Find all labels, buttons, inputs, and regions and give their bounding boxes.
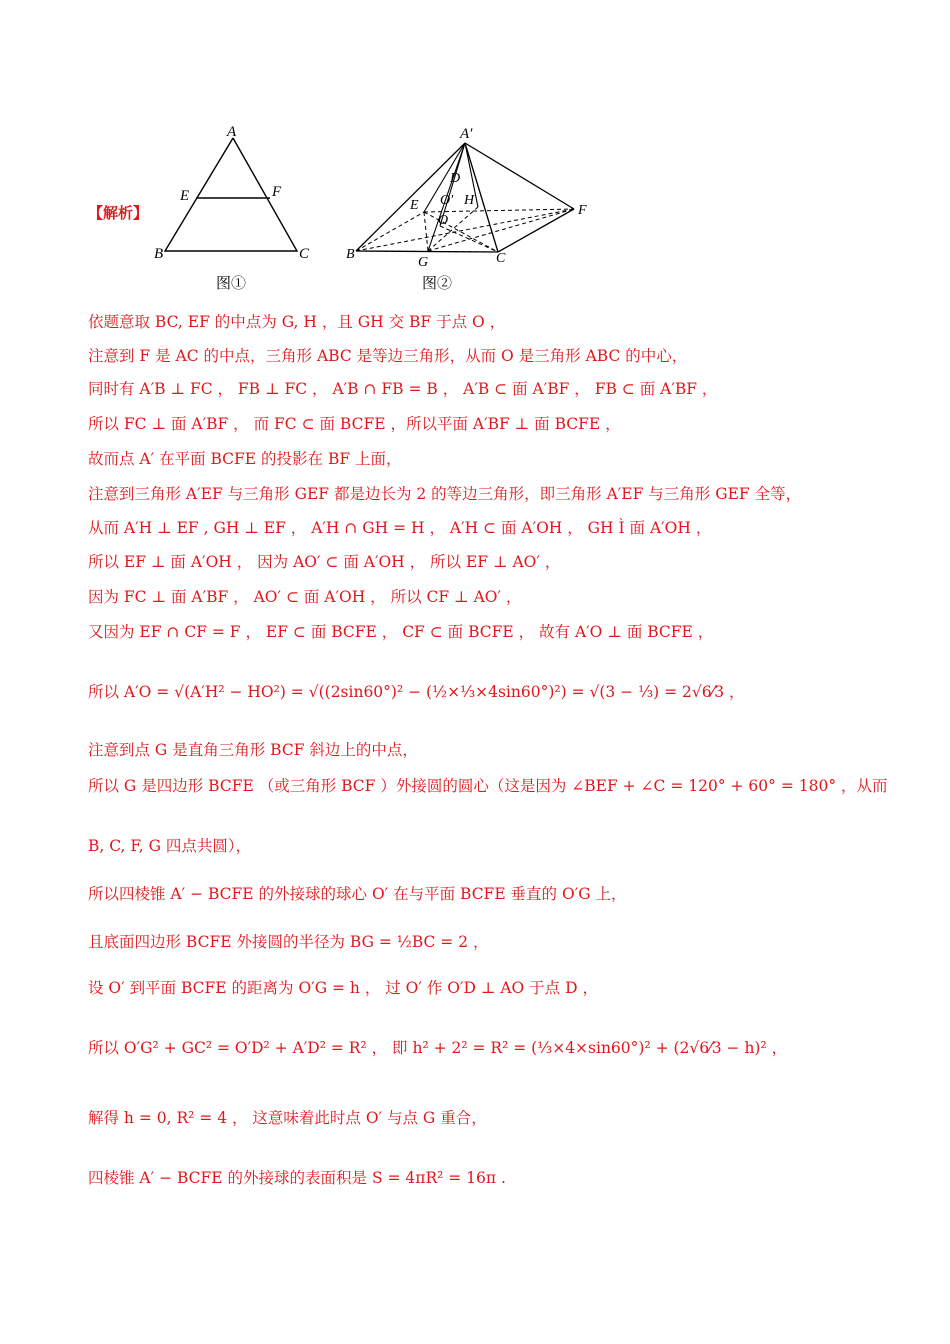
- fig2-label-C: C: [496, 251, 506, 266]
- solution-line: 又因为 EF ∩ CF = F ， EF ⊂ 面 BCFE ， CF ⊂ 面 BCFE ， 故有 A′O ⊥ 面 BCFE ，: [88, 623, 714, 641]
- solution-line: 注意到点 G 是直角三角形 BCF 斜边上的中点，: [88, 741, 418, 759]
- solution-line: 所以 FC ⊥ 面 A′BF ， 而 FC ⊂ 面 BCFE ，所以平面 A′BF ⊥ 面 BCFE ，: [88, 415, 621, 433]
- fig2-label-H: H: [464, 193, 475, 208]
- fig1-label-B: B: [154, 246, 164, 262]
- solution-line: 四棱锥 A′ − BCFE 的外接球的表面积是 S = 4πR² = 16π .: [88, 1169, 506, 1187]
- solution-line: 解得 h = 0, R² = 4 ， 这意味着此时点 O′ 与点 G 重合，: [88, 1109, 487, 1127]
- fig1-label-A: A: [227, 124, 237, 140]
- solution-line: B, C, F, G 四点共圆），: [88, 837, 252, 855]
- fig2-label-Ap: A′: [460, 126, 473, 142]
- fig2-label-G: G: [418, 255, 429, 270]
- solution-line: 注意到三角形 A′EF 与三角形 GEF 都是边长为 2 的等边三角形，即三角形 A′EF 与三角形 GEF 全等，: [88, 485, 802, 503]
- solution-line: 从而 A′H ⊥ EF , GH ⊥ EF ， A′H ∩ GH = H ， A′H ⊂ 面 A′OH ， GH Ì 面 A′OH ，: [88, 519, 712, 537]
- fig2-label-F: F: [578, 203, 587, 218]
- figure-2: [346, 126, 587, 292]
- fig1-label-E: E: [180, 188, 190, 204]
- analysis-tag: 【解析】: [88, 204, 149, 222]
- solution-line: 且底面四边形 BCFE 外接圆的半径为 BG = ½BC = 2 ，: [88, 933, 489, 951]
- fig2-label-D: D: [450, 171, 461, 186]
- fig2-label-E: E: [410, 198, 419, 213]
- solution-line: 依题意取 BC, EF 的中点为 G, H ，且 GH 交 BF 于点 O ，: [88, 313, 506, 331]
- fig1-caption: 图①: [216, 276, 247, 292]
- fig1-label-C: C: [299, 246, 310, 262]
- solution-line: 设 O′ 到平面 BCFE 的距离为 O′G = h ， 过 O′ 作 O′D ⊥ AO 于点 D ，: [88, 979, 598, 997]
- solution-line: 故而点 A′ 在平面 BCFE 的投影在 BF 上面，: [88, 450, 402, 468]
- fig2-label-Op: O′: [440, 193, 454, 208]
- figure-1: [154, 124, 310, 292]
- fig2-label-O: O: [438, 213, 449, 228]
- fig2-label-B: B: [346, 247, 355, 262]
- solution-line: 因为 FC ⊥ 面 A′BF ， AO′ ⊂ 面 A′OH ， 所以 CF ⊥ AO′ ，: [88, 588, 522, 606]
- fig1-label-F: F: [272, 184, 282, 200]
- solution-line: 所以 G 是四边形 BCFE （或三角形 BCF ）外接圆的圆心（这是因为 ∠BEF + ∠C = 120° + 60° = 180° ，从而: [88, 777, 888, 795]
- solution-line: 同时有 A′B ⊥ FC ， FB ⊥ FC ， A′B ∩ FB = B ， A′B ⊂ 面 A′BF ， FB ⊂ 面 A′BF ，: [88, 380, 718, 398]
- geometry-figures: [88, 118, 587, 298]
- solution-line: 所以 A′O = √(A′H² − HO²) = √((2sin60°)² − (½×⅓×4sin60°)²) = √(3 − ⅓) = 2√6⁄3 ，: [88, 683, 745, 701]
- solution-line: 注意到 F 是 AC 的中点，三角形 ABC 是等边三角形，从而 O 是三角形 ABC 的中心，: [88, 347, 688, 365]
- solution-line: 所以四棱锥 A′ − BCFE 的外接球的球心 O′ 在与平面 BCFE 垂直的 O′G 上，: [88, 885, 627, 903]
- solution-line: 所以 O′G² + GC² = O′D² + A′D² = R² ， 即 h² + 2² = R² = (⅓×4×sin60°)² + (2√6⁄3 − h)² ，: [88, 1039, 788, 1057]
- fig2-caption: 图②: [422, 276, 453, 292]
- solution-line: 所以 EF ⊥ 面 A′OH ， 因为 AO′ ⊂ 面 A′OH ， 所以 EF ⊥ AO′ ，: [88, 553, 561, 571]
